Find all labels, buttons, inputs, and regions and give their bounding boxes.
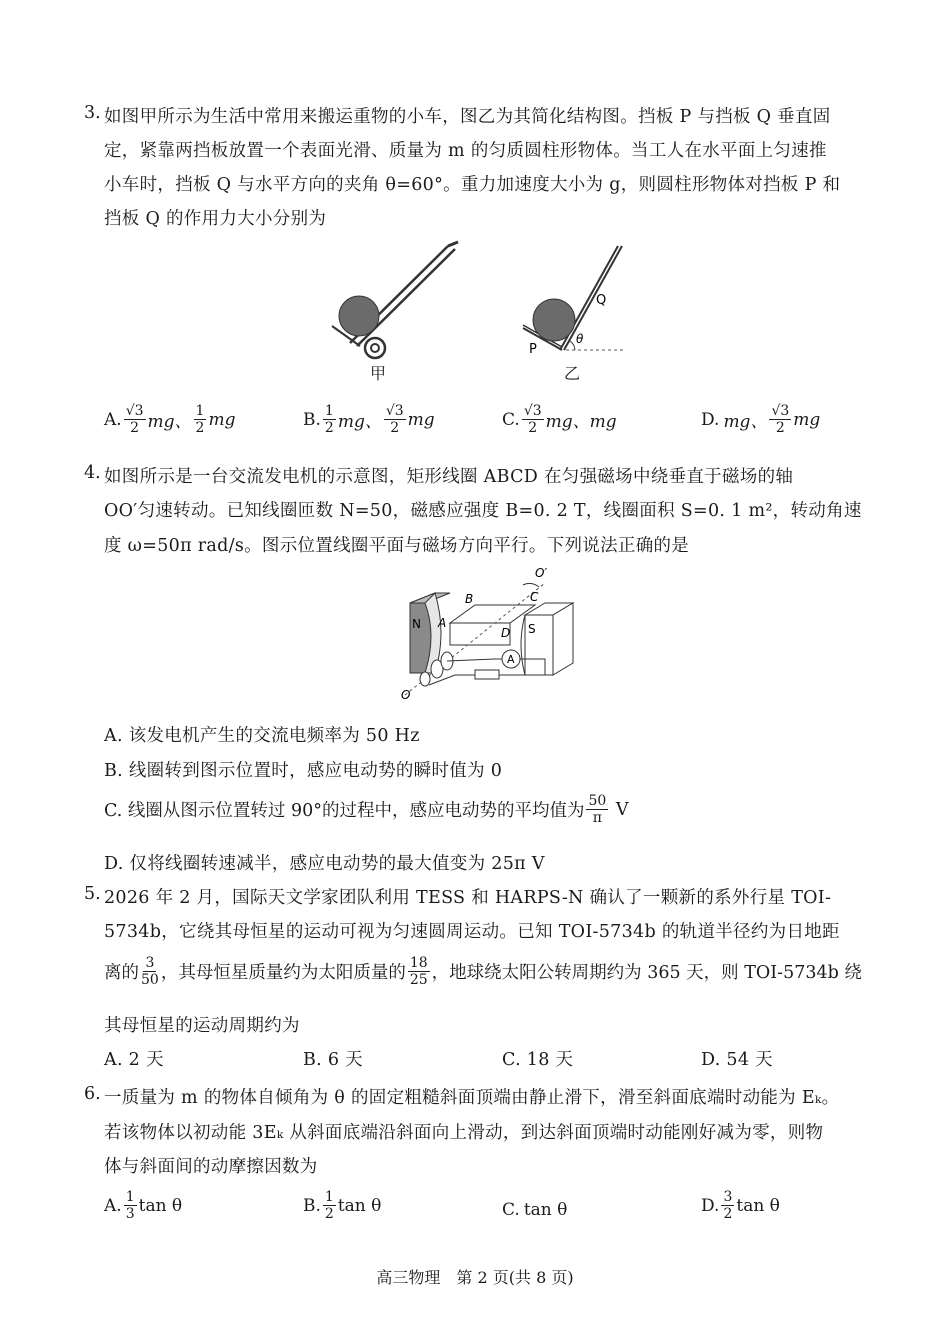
q3-line-2: 定，紧靠两挡板放置一个表面光滑、质量为 m 的匀质圆柱形物体。当工人在水平面上匀速推 [104,141,827,161]
option-text: tan θ [337,1195,382,1216]
option-text: mg [793,409,821,430]
option-text: tan θ [138,1195,183,1216]
coil-A-label: A [438,616,447,630]
generator-figure [395,563,585,703]
magnet-S-label: S [528,622,536,636]
option-text: tan θ [736,1195,780,1216]
option-text: C. 线圈从图示位置转过 90°的过程中，感应电动势的平均值为 [104,801,585,821]
fraction-denominator: 2 [390,420,400,436]
fraction-numerator: √3 [523,403,542,419]
q6-option-d [701,1190,780,1221]
q3-option-b [303,404,435,435]
fraction-denominator: 2 [528,420,538,436]
q3-cart-figure [320,238,640,380]
fraction-numerator: √3 [771,403,790,419]
option-text: mg、 [147,412,192,432]
q3-option-c [502,404,617,435]
fraction-numerator: 1 [125,1189,135,1205]
label-P: P [529,342,537,357]
q3-line-1: 如图甲所示为生活中常用来搬运重物的小车，图乙为其简化结构图。挡板 P 与挡板 Q 垂直固 [104,107,831,127]
label-Q: Q [596,293,607,308]
option-text: mg [208,409,236,430]
text-segment: ，地球绕太阳公转周期约为 365 天，则 TOI-5734b 绕 [431,963,862,983]
q6-line-1: 一质量为 m 的物体自倾角为 θ 的固定粗糙斜面顶端由静止滑下，滑至斜面底端时动能为 Eₖ。 [104,1088,840,1108]
q4-option-a: A. 该发电机产生的交流电频率为 50 Hz [104,726,420,746]
figure-caption-jia: 甲 [370,364,387,383]
q4-line-3: 度 ω=50π rad/s。图示位置线圈平面与磁场方向平行。下列说法正确的是 [104,536,690,556]
fraction-numerator: 1 [195,403,205,419]
fraction-numerator: √3 [125,403,144,419]
q5-option-b: B. 6 天 [303,1050,363,1070]
q5-line-3 [104,956,862,987]
fraction-denominator: 25 [409,972,428,988]
fraction [323,1190,336,1221]
fraction-denominator: 2 [130,420,140,436]
option-text: mg、mg [545,412,617,432]
q3-option-a [104,404,235,435]
fraction [124,404,146,435]
option-label: B. [303,1195,321,1216]
q6-option-b [303,1190,381,1221]
q5-line-4: 其母恒星的运动周期约为 [104,1016,300,1036]
fraction-denominator: 2 [324,420,334,436]
coil-C-label: C [530,590,539,604]
q3-number: 3. [84,103,101,123]
q6-option-a [104,1190,182,1221]
q6-number: 6. [84,1084,101,1104]
q5-option-d: D. 54 天 [701,1050,773,1070]
figure-caption-yi: 乙 [564,364,581,383]
q5-number: 5. [84,884,101,904]
q4-line-1: 如图所示是一台交流发电机的示意图，矩形线圈 ABCD 在匀强磁场中绕垂直于磁场的轴 [104,467,794,487]
q5-option-a: A. 2 天 [104,1050,164,1070]
fraction-denominator: 2 [723,1206,733,1222]
fraction-numerator: 1 [324,1189,334,1205]
q4-number: 4. [84,463,101,483]
q4-option-b: B. 线圈转到图示位置时，感应电动势的瞬时值为 0 [104,761,503,781]
fraction [194,404,207,435]
fraction-numerator: √3 [385,403,404,419]
option-label: C. [502,409,520,430]
option-label: A. [104,1195,122,1216]
q5-line-1: 2026 年 2 月，国际天文学家团队利用 TESS 和 HARPS-N 确认了一颗新的系外行星 TOI- [104,888,832,908]
fraction-numerator: 1 [324,403,334,419]
axis-O-label: O [401,688,411,702]
q4-option-d: D. 仅将线圈转速减半，感应电动势的最大值变为 25π V [104,854,545,874]
q5-option-c: C. 18 天 [502,1050,574,1070]
option-text: tan θ [523,1200,568,1220]
fraction-denominator: 2 [195,420,205,436]
option-unit: V [610,799,629,820]
fraction-denominator: π [592,810,602,826]
ammeter-label: A [507,653,515,666]
label-theta: θ [576,332,584,346]
fraction [141,956,159,987]
fraction-numerator: 3 [723,1189,733,1205]
fraction [522,404,544,435]
fraction [586,794,608,825]
page-footer: 高三物理 第 2 页(共 8 页) [376,1268,574,1287]
fraction-denominator: 50 [141,972,159,988]
q6-line-2: 若该物体以初动能 3Eₖ 从斜面底端沿斜面向上滑动，到达斜面顶端时动能刚好减为零，则物 [104,1123,824,1143]
q4-option-c [104,794,629,825]
simplified-diagram [523,246,625,350]
fraction-numerator: 18 [409,955,428,971]
option-label: B. [303,409,321,430]
q4-line-2: OO′匀速转动。已知线圈匝数 N=50，磁感应强度 B=0. 2 T，线圈面积 S=0. 1 m²，转动角速 [104,501,862,521]
fraction-denominator: 2 [775,420,785,436]
q5-line-2: 5734b，它绕其母恒星的运动可视为匀速圆周运动。已知 TOI-5734b 的轨道半径约为日地距 [104,922,840,942]
fraction-numerator: 3 [145,955,155,971]
coil-D-label: D [501,626,511,640]
fraction [408,956,430,987]
q3-option-d [701,404,820,435]
q6-option-c [502,1200,567,1220]
fraction-denominator: 2 [324,1206,334,1222]
cart-drawing [332,242,458,358]
fraction-denominator: 3 [125,1206,135,1222]
fraction [384,404,406,435]
fraction [323,404,336,435]
option-label: A. [104,409,122,430]
text-segment: ，其母恒星质量约为太阳质量的 [160,963,406,983]
q3-line-3: 小车时，挡板 Q 与水平方向的夹角 θ=60°。重力加速度大小为 g，则圆柱形物体对挡板 P 和 [104,175,841,195]
option-label: C. [502,1200,520,1220]
magnet-N-label: N [412,617,421,631]
text-segment: 离的 [104,963,139,983]
fraction [769,404,791,435]
q3-line-4: 挡板 Q 的作用力大小分别为 [104,209,327,229]
coil-B-label: B [465,592,474,606]
option-label: D. [701,1195,720,1216]
fraction-numerator: 50 [588,793,607,809]
fraction [721,1190,734,1221]
option-text: mg、 [337,412,382,432]
q6-line-3: 体与斜面间的动摩擦因数为 [104,1157,318,1177]
option-text: mg、 [723,412,768,432]
option-text: mg [407,409,435,430]
axis-O-prime-label: O′ [535,566,548,580]
fraction [124,1190,137,1221]
option-label: D. [701,409,720,430]
